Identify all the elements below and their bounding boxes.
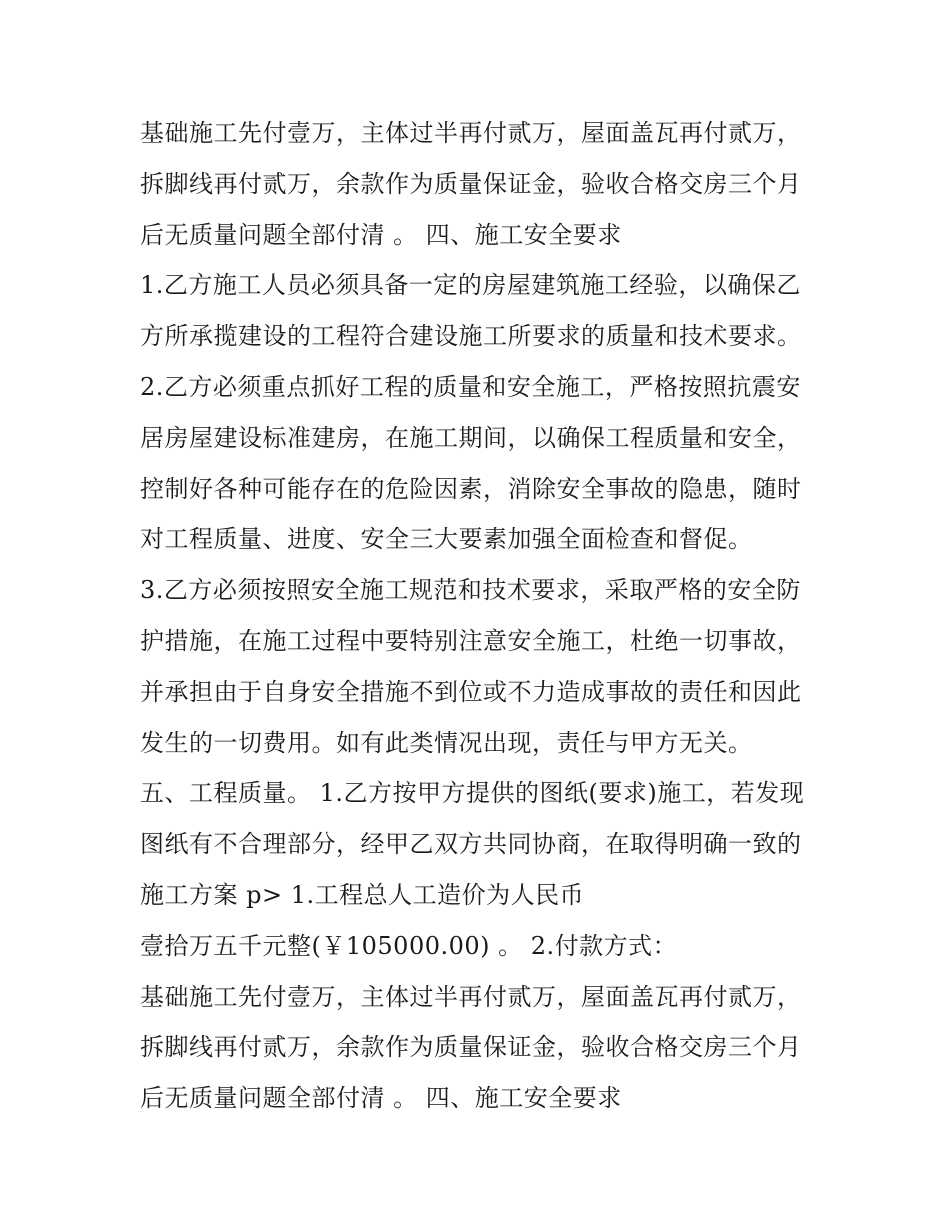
text-line: 基础施工先付壹万，主体过半再付贰万，屋面盖瓦再付贰万，: [140, 982, 802, 1011]
text-line: 发生的一切费用。如有此类情况出现，责任与甲方无关。: [140, 728, 753, 757]
text-line: 对工程质量、进度、安全三大要素加强全面检查和督促。: [140, 525, 753, 554]
text-line: 2.乙方必须重点抓好工程的质量和安全施工，严格按照抗震安: [140, 372, 801, 401]
text-line: 拆脚线再付贰万，余款作为质量保证金，验收合格交房三个月: [140, 1033, 802, 1062]
text-line: 方所承揽建设的工程符合建设施工所要求的质量和技术要求。: [140, 322, 802, 351]
text-line: 居房屋建设标准建房，在施工期间，以确保工程质量和安全，: [140, 423, 802, 452]
text-line: 后无质量问题全部付清 。 四、施工安全要求: [140, 220, 622, 249]
text-line: 控制好各种可能存在的危险因素，消除安全事故的隐患，随时: [140, 474, 802, 503]
document-body: [140, 108, 820, 1124]
text-line: 拆脚线再付贰万，余款作为质量保证金，验收合格交房三个月: [140, 169, 802, 198]
text-line: 图纸有不合理部分，经甲乙双方共同协商，在取得明确一致的: [140, 830, 802, 859]
text-line: 并承担由于自身安全措施不到位或不力造成事故的责任和因此: [140, 677, 802, 706]
text-line: 壹拾万五千元整(￥105000.00) 。 2.付款方式：: [140, 931, 678, 960]
text-line: 护措施，在施工过程中要特别注意安全施工，杜绝一切事故，: [140, 626, 802, 655]
text-line: 施工方案 p> 1.工程总人工造价为人民币: [140, 880, 585, 909]
text-line: 1.乙方施工人员必须具备一定的房屋建筑施工经验，以确保乙: [140, 271, 801, 300]
text-line: 3.乙方必须按照安全施工规范和技术要求，采取严格的安全防: [140, 576, 801, 605]
text-line: 后无质量问题全部付清 。 四、施工安全要求: [140, 1084, 622, 1113]
text-line: 基础施工先付壹万，主体过半再付贰万，屋面盖瓦再付贰万，: [140, 119, 802, 147]
text-line: 五、工程质量。 1.乙方按甲方提供的图纸(要求)施工，若发现: [140, 779, 805, 808]
